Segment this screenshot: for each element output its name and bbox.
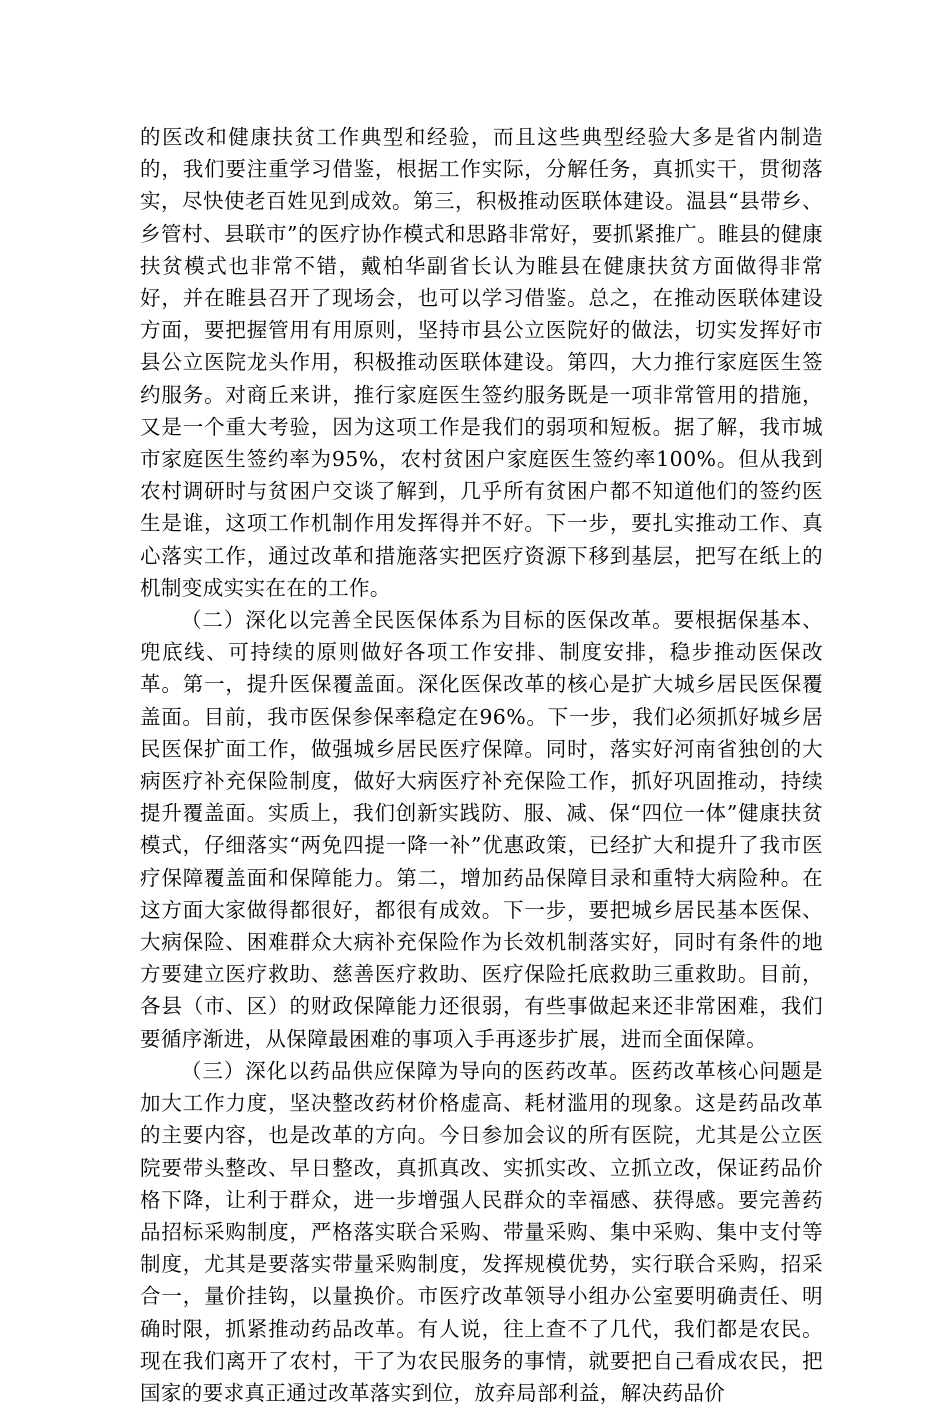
- paragraph-medical-insurance-reform: （二）深化以完善全民医保体系为目标的医保改革。要根据保基本、兜底线、可持续的原则做好各项工作安排、制度安排，稳步推动医保改革。第一，提升医保覆盖面。深化医保改革的核心是扩大城乡居民医保覆盖面。目前，我市医保参保率稳定在96%。下一步，我们必须抓好城乡居民医保扩面工作，做强城乡居民医疗保障。同时，落实好河南省独创的大病医疗补充保险制度，做好大病医疗补充保险工作，抓好巩固推动，持续提升覆盖面。实质上，我们创新实践防、服、减、保“四位一体”健康扶贫模式，仔细落实“两免四提一降一补”优惠政策，已经扩大和提升了我市医疗保障覆盖面和保障能力。第二，增加药品保障目录和重特大病险种。在这方面大家做得都很好，都很有成效。下一步，要把城乡居民基本医保、大病保险、困难群众大病补充保险作为长效机制落实好，同时有条件的地方要建立医疗救助、慈善医疗救助、医疗保险托底救助三重救助。目前，各县（市、区）的财政保障能力还很弱，有些事做起来还非常困难，我们要循序渐进，从保障最困难的事项入手再逐步扩展，进而全面保障。: [140, 608, 823, 1051]
- paragraph-continuation: 的医改和健康扶贫工作典型和经验，而且这些典型经验大多是省内制造的，我们要注重学习借鉴，根据工作实际，分解任务，真抓实干，贯彻落实，尽快使老百姓见到成效。第三，积极推动医联体建设。温县“县带乡、乡管村、县联市”的医疗协作模式和思路非常好，要抓紧推广。睢县的健康扶贫模式也非常不错，戴柏华副省长认为睢县在健康扶贫方面做得非常好，并在睢县召开了现场会，也可以学习借鉴。总之，在推动医联体建设方面，要把握管用有用原则，坚持市县公立医院好的做法，切实发挥好市县公立医院龙头作用，积极推动医联体建设。第四，大力推行家庭医生签约服务。对商丘来讲，推行家庭医生签约服务既是一项非常管用的措施，又是一个重大考验，因为这项工作是我们的弱项和短板。据了解，我市城市家庭医生签约率为95%，农村贫困户家庭医生签约率100%。但从我到农村调研时与贫困户交谈了解到，几乎所有贫困户都不知道他们的签约医生是谁，这项工作机制作用发挥得并不好。下一步，要扎实推动工作、真心落实工作，通过改革和措施落实把医疗资源下移到基层，把写在纸上的机制变成实实在在的工作。: [140, 125, 823, 600]
- paragraph-pharmaceutical-reform: （三）深化以药品供应保障为导向的医药改革。医药改革核心问题是加大工作力度，坚决整改药材价格虚高、耗材滥用的现象。这是药品改革的主要内容，也是改革的方向。今日参加会议的所有医院，尤其是公立医院要带头整改、早日整改，真抓真改、实抓实改、立抓立改，保证药品价格下降，让利于群众，进一步增强人民群众的幸福感、获得感。要完善药品招标采购制度，严格落实联合采购、带量采购、集中采购、集中支付等制度，尤其是要落实带量采购制度，发挥规模优势，实行联合采购，招采合一，量价挂钩，以量换价。市医疗改革领导小组办公室要明确责任、明确时限，抓紧推动药品改革。有人说，往上查不了几代，我们都是农民。现在我们离开了农村，干了为农民服务的事情，就要把自己看成农民，把国家的要求真正通过改革落实到位，放弃局部利益，解决药品价: [140, 1058, 823, 1405]
- document-body: [140, 121, 823, 1409]
